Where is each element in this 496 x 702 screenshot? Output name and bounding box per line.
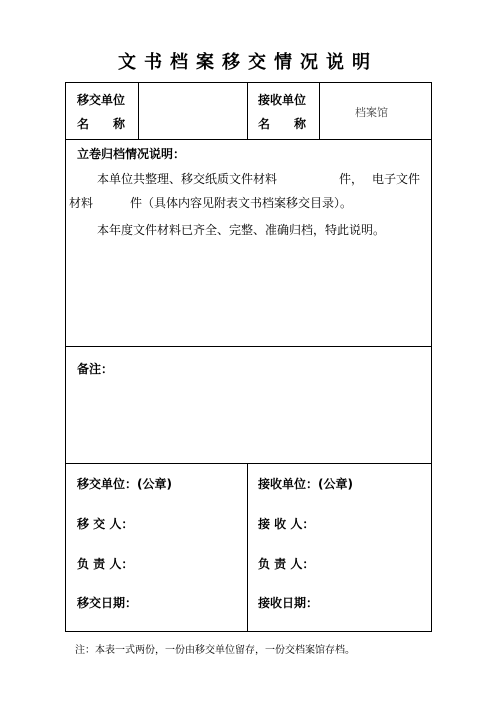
receive-date-label: 接收日期： bbox=[258, 596, 319, 610]
transfer-unit-label: 移交单位 bbox=[77, 93, 126, 107]
receive-unit-value: 档案馆 bbox=[355, 106, 388, 119]
row-divider-header bbox=[66, 139, 431, 140]
filing-line-1-part-a: 本单位共整理、移交纸质文件材料 bbox=[97, 172, 278, 186]
filing-line-1-part-c: 电子文件 bbox=[372, 172, 421, 186]
receive-person-label: 接 收 人： bbox=[258, 517, 315, 531]
receive-unit-label: 接收单位 bbox=[258, 93, 307, 107]
receive-responsible-label: 负 责 人： bbox=[258, 557, 315, 571]
col-divider-3 bbox=[319, 83, 320, 139]
receive-unit-seal-label: 接收单位：(公章) bbox=[258, 477, 353, 491]
filing-heading: 立卷归档情况说明： bbox=[77, 147, 186, 161]
filing-line-1-part-b: 件， bbox=[339, 172, 364, 186]
footnote: 注：本表一式两份，一份由移交单位留存，一份交档案馆存档。 bbox=[75, 645, 355, 656]
col-divider-1 bbox=[138, 83, 139, 139]
transfer-responsible-label: 负 责 人： bbox=[77, 557, 134, 571]
receive-unit-name-label: 名 称 bbox=[258, 117, 307, 131]
transfer-unit-seal-label: 移交单位：(公章) bbox=[77, 477, 172, 491]
transfer-form-table bbox=[65, 82, 432, 632]
filing-line-2-part-b: 件（具体内容见附表文书档案移交目录）。 bbox=[130, 196, 353, 210]
filing-line-3-text: 本年度文件材料已齐全、完整、准确归档，特此说明。 bbox=[97, 223, 386, 237]
transfer-person-label: 移 交 人： bbox=[77, 517, 134, 531]
col-divider-2 bbox=[247, 83, 248, 139]
remarks-label: 备注： bbox=[77, 362, 114, 376]
filing-line-2-part-a: 材料 bbox=[69, 196, 94, 210]
document-title: 文书档案移交情况说明 bbox=[118, 52, 378, 73]
transfer-unit-name-label: 名 称 bbox=[77, 117, 126, 131]
signature-divider bbox=[247, 463, 248, 631]
row-divider-filing bbox=[66, 346, 431, 347]
row-divider-remarks bbox=[66, 463, 431, 464]
transfer-date-label: 移交日期： bbox=[77, 596, 138, 610]
